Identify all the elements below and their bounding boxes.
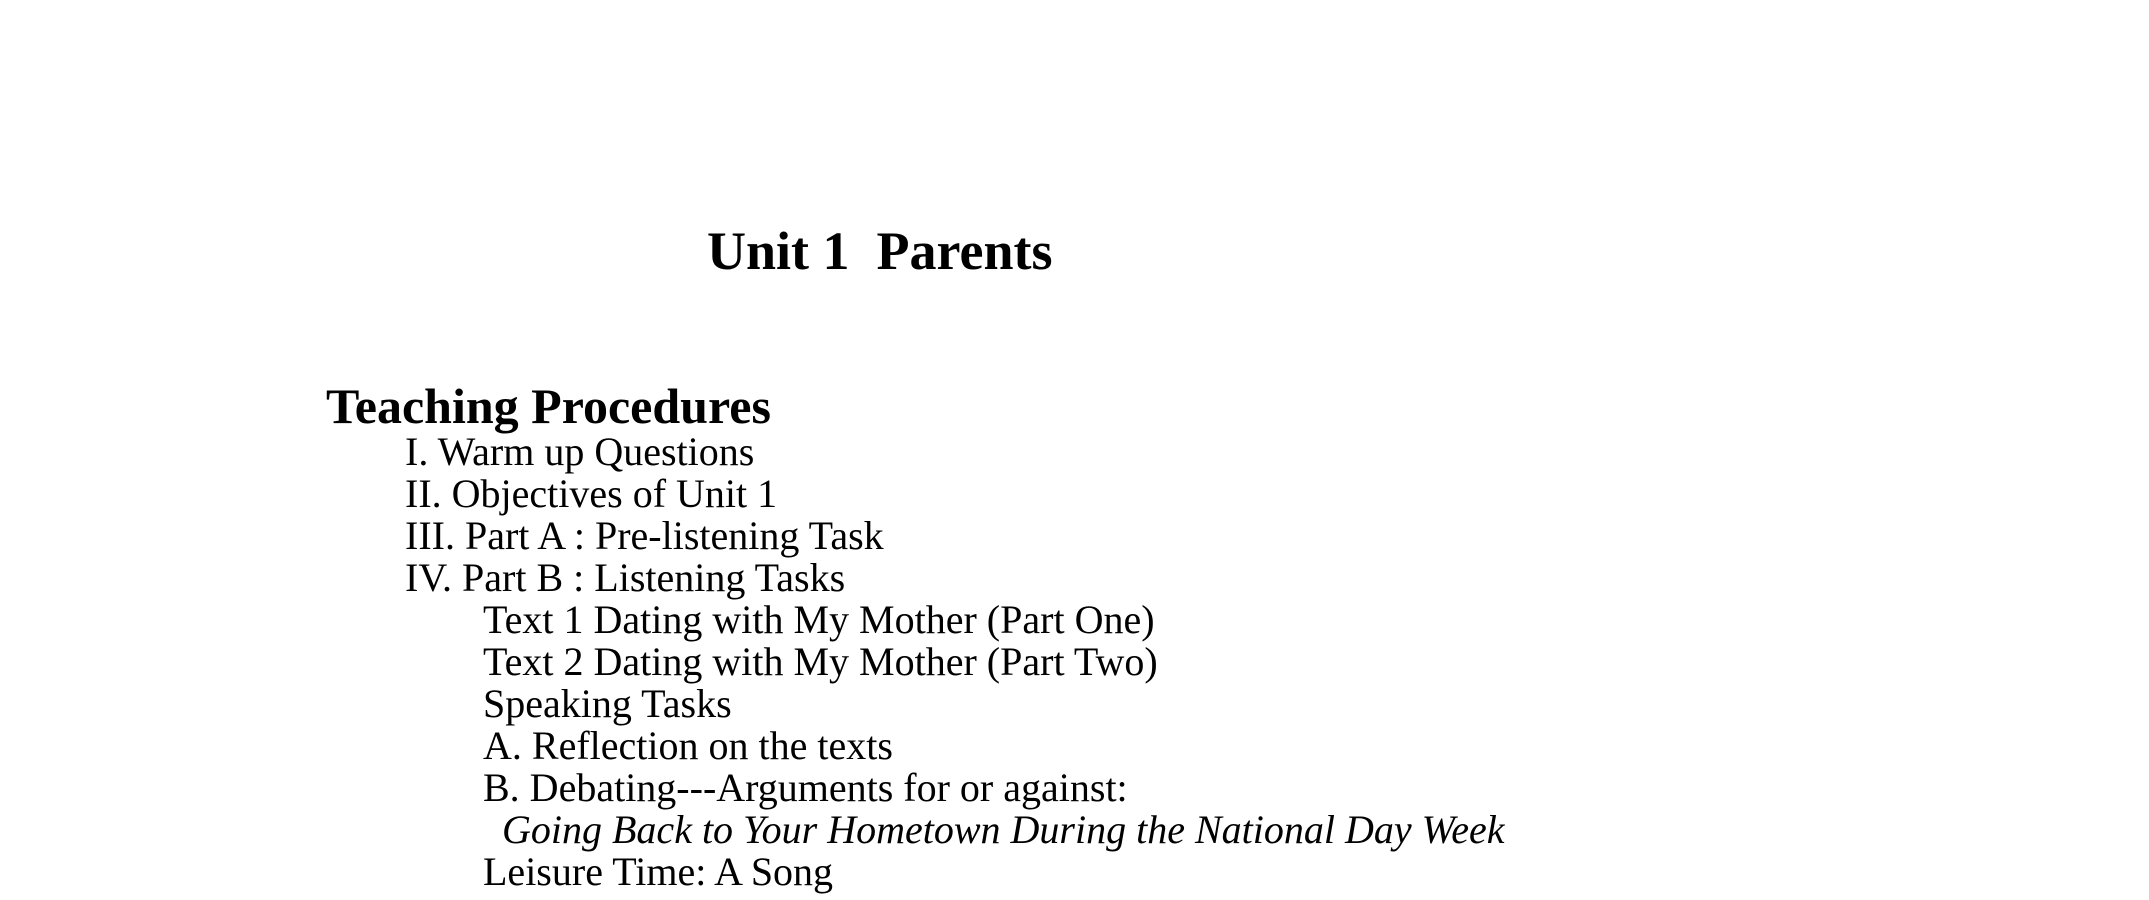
outline-item-leisure-time: Leisure Time: A Song bbox=[483, 849, 834, 894]
outline-item-objectives: II. Objectives of Unit 1 bbox=[405, 471, 778, 516]
outline-item-debate-topic: Going Back to Your Hometown During the National Day Week bbox=[502, 807, 1505, 852]
outline-item-text-2: Text 2 Dating with My Mother (Part Two) bbox=[483, 639, 1158, 684]
outline-item-part-b: IV. Part B : Listening Tasks bbox=[405, 555, 846, 600]
outline-item-debating: B. Debating---Arguments for or against: bbox=[483, 765, 1128, 810]
section-heading: Teaching Procedures bbox=[326, 378, 771, 434]
outline-item-speaking-tasks: Speaking Tasks bbox=[483, 681, 732, 726]
outline-item-part-a: III. Part A : Pre-listening Task bbox=[405, 513, 884, 558]
outline-item-reflection: A. Reflection on the texts bbox=[483, 723, 893, 768]
outline-item-text-1: Text 1 Dating with My Mother (Part One) bbox=[483, 597, 1155, 642]
unit-title: Unit 1 Parents bbox=[707, 221, 1053, 281]
outline-item-warm-up: I. Warm up Questions bbox=[405, 429, 755, 474]
